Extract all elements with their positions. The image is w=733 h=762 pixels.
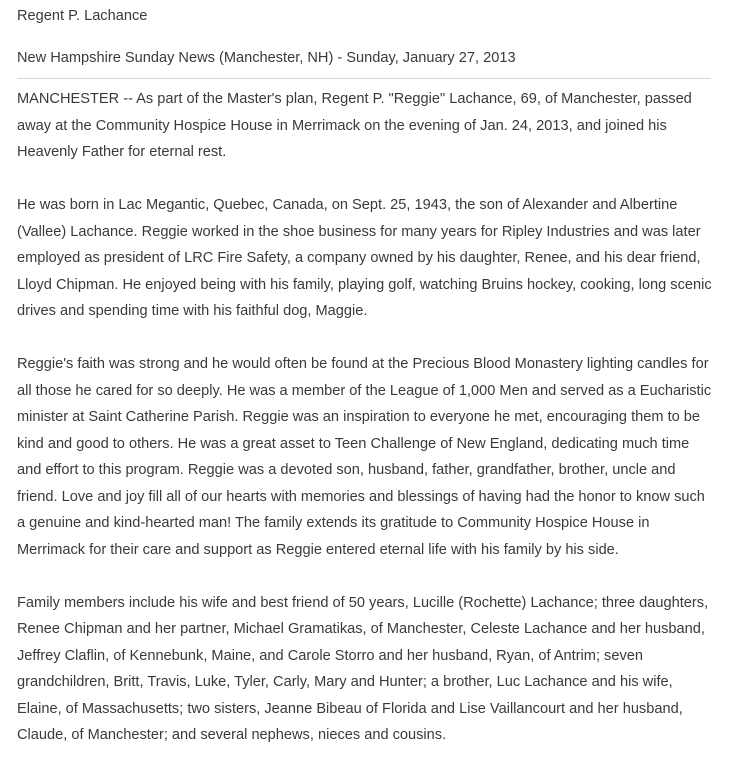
divider xyxy=(17,78,711,79)
obituary-paragraph: Family members include his wife and best friend of 50 years, Lucille (Rochette) Lachance; three daughters, Renee Chipman and her partner, Michael Gramatikas, of Manchester, Celeste Lachance and her husband, Jeffrey Claflin, of Kennebunk, Maine, and Carole Storro and her husband, Ryan, of Antrim; seven grandchildren, Britt, Travis, Luke, Tyler, Carly, Mary and Hunter; a brother, Luc Lachance and his wife, Elaine, of Massachusetts; two sisters, Jeanne Bibeau of Florida and Lise Vaillancourt and her husband, Claude, of Manchester; and several nephews, nieces and cousins. xyxy=(17,594,709,743)
obituary-paragraph: MANCHESTER -- As part of the Master's plan, Regent P. "Reggie" Lachance, 69, of Manchester, passed away at the Community Hospice House in Merrimack on the evening of Jan. 24, 2013, and joined his Heavenly Father for eternal rest. xyxy=(17,91,692,160)
obituary-paragraph: He was born in Lac Megantic, Quebec, Canada, on Sept. 25, 1943, the son of Alexander and Albertine (Vallee) Lachance. Reggie worked in the shoe business for many years for Ripley Industries and was later employed as president of LRC Fire Safety, a company owned by his daughter, Renee, and his dear friend, Lloyd Chipman. He enjoyed being with his family, playing golf, watching Bruins hockey, cooking, long scenic drives and spending time with his faithful dog, Maggie. xyxy=(17,197,712,319)
obituary-source: New Hampshire Sunday News (Manchester, NH) - Sunday, January 27, 2013 xyxy=(17,50,516,66)
obituary-name: Regent P. Lachance xyxy=(17,8,148,24)
obituary-body xyxy=(17,86,715,749)
obituary-paragraph: Reggie's faith was strong and he would often be found at the Precious Blood Monastery lighting candles for all those he cared for so deeply. He was a member of the League of 1,000 Men and served as a Eucharistic minister at Saint Catherine Parish. Reggie was an inspiration to everyone he met, encouraging them to be kind and good to others. He was a great asset to Teen Challenge of New England, dedicating much time and effort to this program. Reggie was a devoted son, husband, father, grandfather, brother, uncle and friend. Love and joy fill all of our hearts with memories and blessings of having had the honor to know such a genuine and kind-hearted man! The family extends its gratitude to Community Hospice House in Merrimack for their care and support as Reggie entered eternal life with his family by his side. xyxy=(17,356,712,558)
